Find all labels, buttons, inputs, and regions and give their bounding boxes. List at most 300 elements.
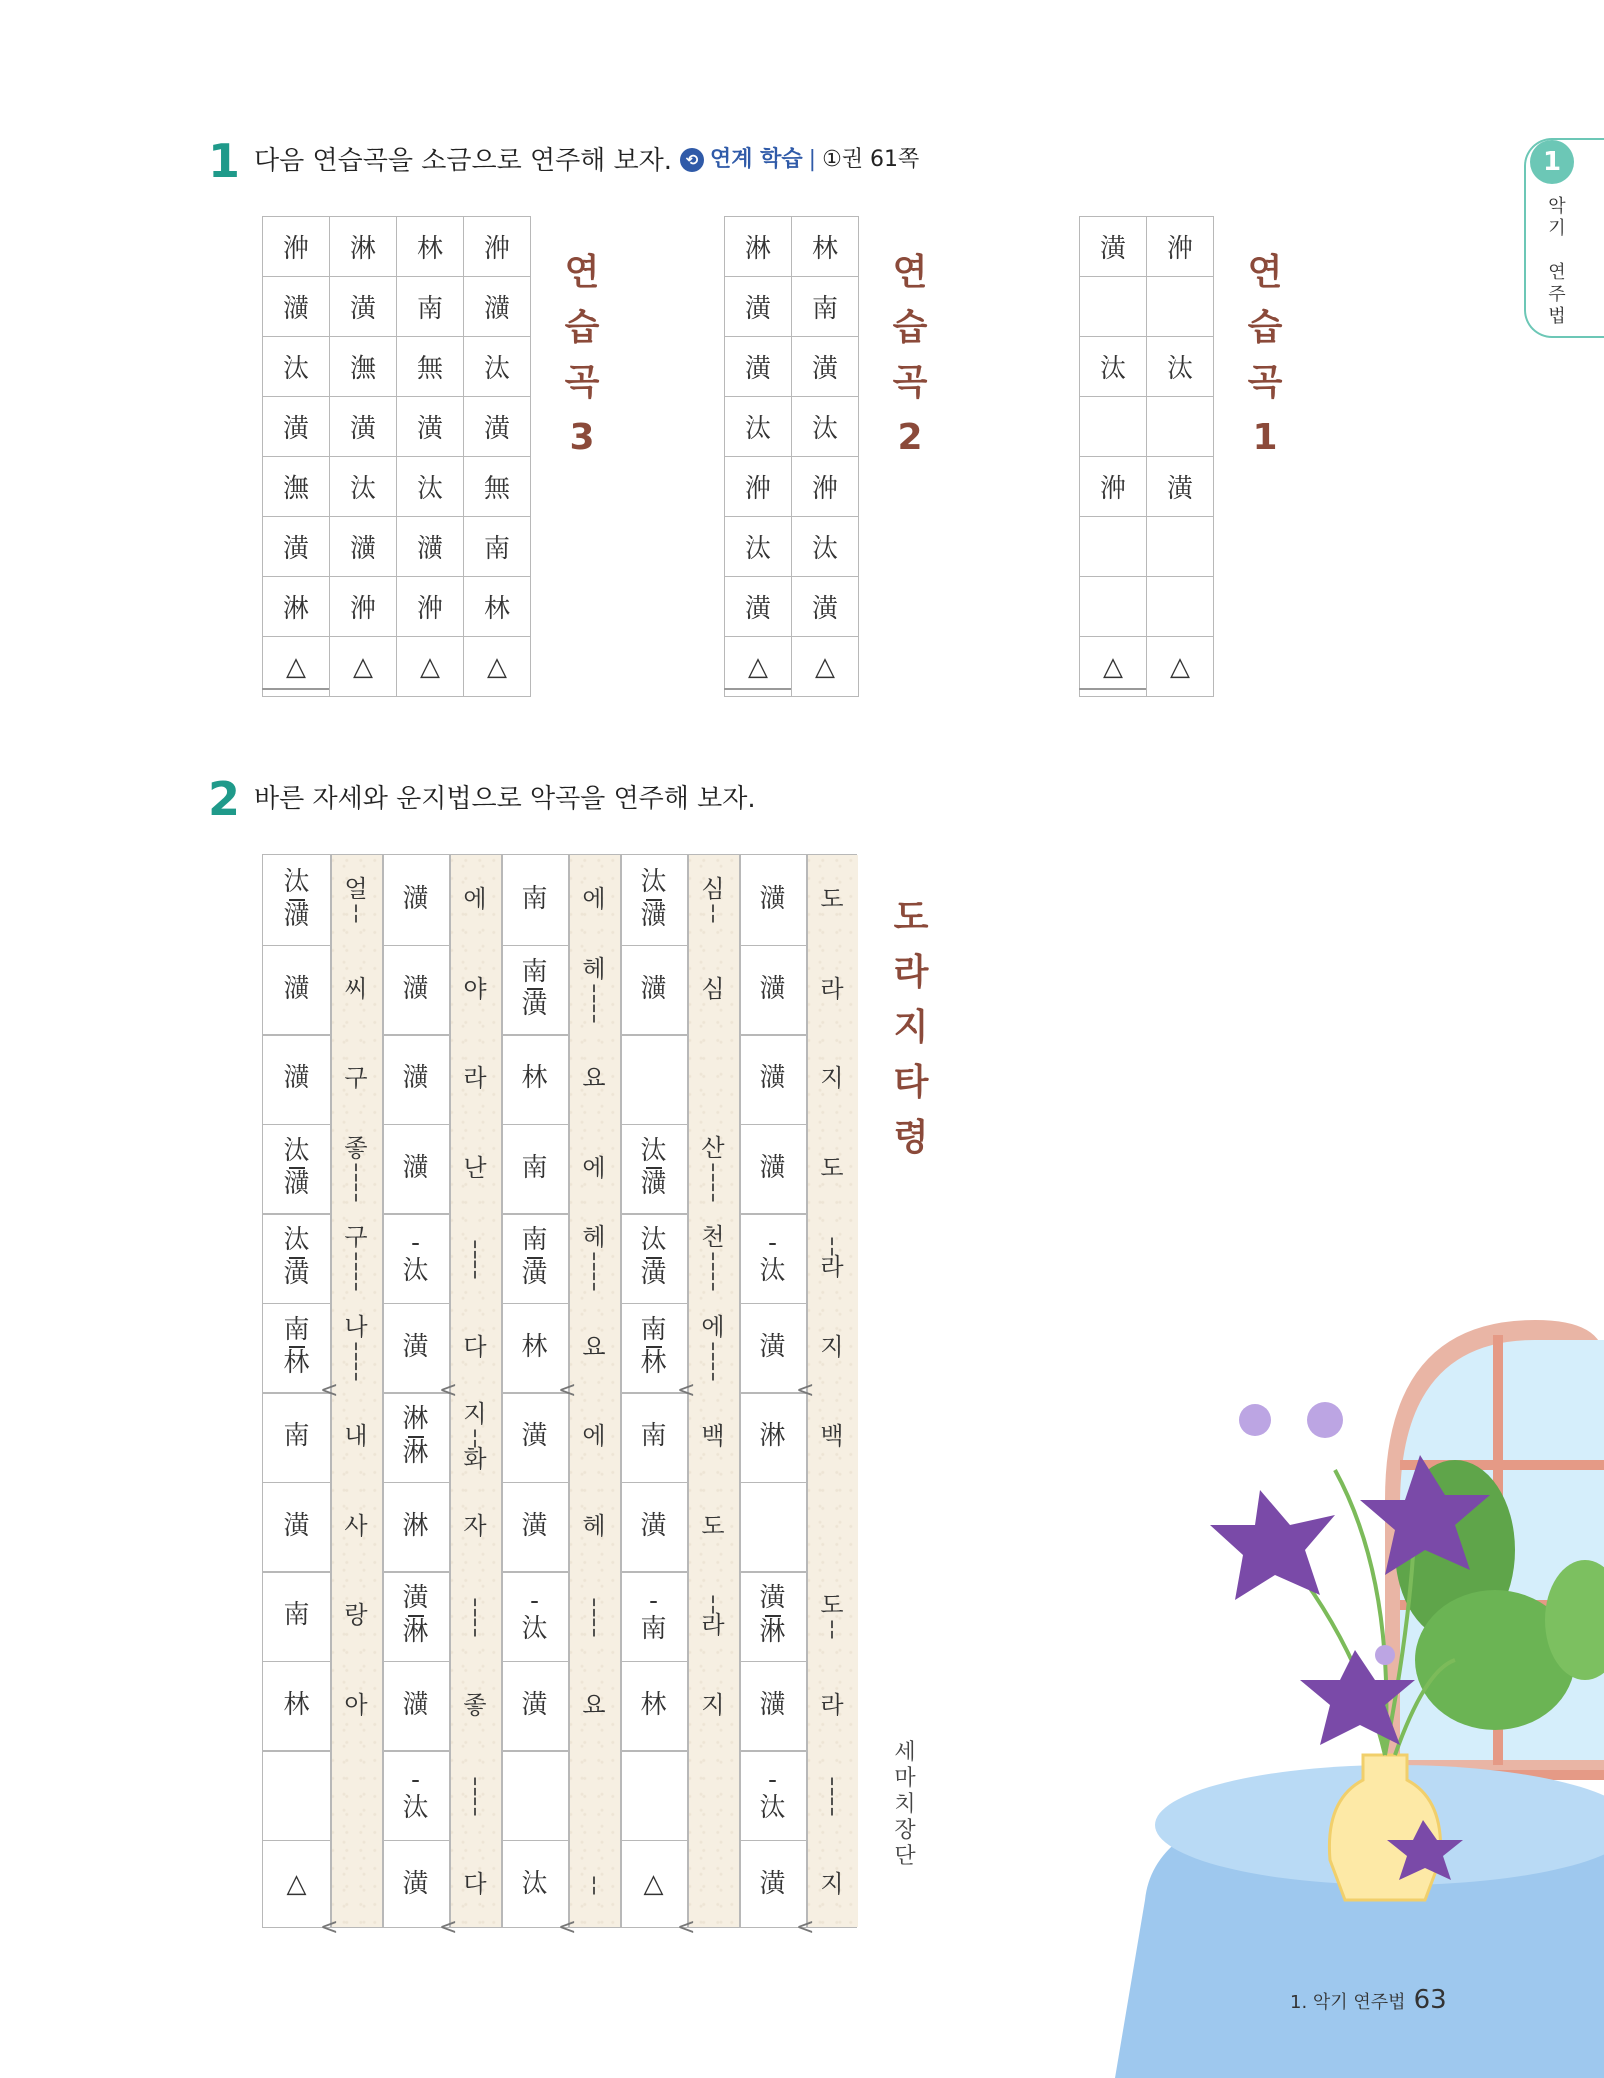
note-cell (263, 1034, 330, 1124)
note-cell (382, 1213, 449, 1303)
note-cell (501, 945, 568, 1035)
note-cell (501, 855, 568, 945)
lyric-cell (806, 855, 858, 945)
cell-glyph: 에 (701, 1312, 725, 1341)
lyric-cell (449, 1750, 501, 1840)
title-char: 령 (893, 1117, 929, 1158)
note-cell (739, 855, 806, 945)
cell-glyph: ¦ (709, 1591, 717, 1616)
row-line (620, 1661, 687, 1663)
end-line (1079, 688, 1146, 690)
row-line (739, 945, 806, 947)
lyric-cell (330, 1034, 382, 1124)
row-line (501, 945, 568, 947)
cell-glyph: 㶂 (402, 1689, 429, 1720)
title-char: 타 (893, 1062, 929, 1103)
cell-glyph: 백 (701, 1422, 725, 1451)
lyric-cell (568, 1482, 620, 1572)
lyric-cell (330, 1750, 382, 1840)
notation-cell: 無 (464, 457, 531, 517)
title-char: 도 (893, 897, 929, 938)
lyric-cell (806, 945, 858, 1035)
notation-cell: 南 (397, 277, 464, 337)
notation-cell: 南 (792, 277, 859, 337)
lyric-cell (687, 1124, 739, 1214)
exercise-table-3 (262, 216, 531, 697)
cell-glyph: - (411, 1228, 420, 1259)
note-cell (501, 1392, 568, 1482)
cell-glyph: ¦ (352, 900, 360, 925)
cell-glyph: 㶂 (759, 1689, 786, 1720)
cell-glyph: 潢 (402, 1868, 429, 1899)
row-line (620, 1571, 687, 1573)
cell-glyph: 潢 (521, 1510, 548, 1541)
notation-cell: 㳞 (1080, 457, 1147, 517)
note-cell (382, 1750, 449, 1840)
lyric-cell (330, 1213, 382, 1303)
notation-cell: 潢 (330, 277, 397, 337)
row-line (501, 1034, 568, 1036)
note-cell (263, 1750, 330, 1840)
row-line (739, 1124, 806, 1126)
flower-table-illustration (1115, 1300, 1604, 2078)
title-char: 연 (892, 252, 928, 293)
title-char: 습 (564, 307, 600, 348)
notation-cell: 汰 (1147, 337, 1214, 397)
note-cell (620, 1482, 687, 1572)
lyric-cell (568, 1661, 620, 1751)
note-cell (739, 1034, 806, 1124)
notation-cell: 㶂 (397, 517, 464, 577)
lyric-cell (687, 855, 739, 945)
title-char: 곡 (892, 362, 928, 403)
notation-cell: 㳞 (397, 577, 464, 637)
row-line (263, 1571, 330, 1573)
notation-cell (1080, 517, 1147, 577)
notation-cell: △ (397, 637, 464, 697)
row-line (263, 945, 330, 947)
cell-glyph: 南 (521, 956, 548, 987)
cell-glyph: △ (286, 1868, 307, 1899)
cell-glyph: 지 (463, 1399, 487, 1428)
cell-glyph: - (530, 1586, 539, 1617)
cell-glyph: 야 (463, 974, 487, 1003)
note-cell (501, 1661, 568, 1751)
cell-glyph: 㶂 (402, 1063, 429, 1094)
lyric-cell (330, 1661, 382, 1751)
row-line (739, 1571, 806, 1573)
cell-glyph: 지 (820, 1332, 844, 1361)
cell-glyph: 라 (820, 1690, 844, 1719)
cell-glyph: ¦ (828, 1792, 836, 1817)
link-separator: | (808, 147, 817, 172)
row-line (382, 1571, 449, 1573)
notation-cell: 潢 (725, 337, 792, 397)
row-line (263, 1303, 330, 1305)
row-line (382, 1840, 449, 1842)
cell-glyph: 潢 (402, 1331, 429, 1362)
link-icon: ⟲ (680, 148, 704, 172)
cell-glyph: 㶂 (759, 973, 786, 1004)
cell-glyph: ¦ (828, 1233, 836, 1258)
cell-glyph: - (768, 1228, 777, 1259)
cell-glyph: 난 (463, 1153, 487, 1182)
note-cell (739, 1482, 806, 1572)
note-cell (620, 1034, 687, 1124)
note-cell (501, 1213, 568, 1303)
lyric-cell (330, 945, 382, 1035)
breath-mark: < (439, 1915, 458, 1940)
cell-glyph: 㶂 (283, 900, 310, 931)
cell-glyph: 林 (640, 1348, 667, 1379)
row-line (382, 1124, 449, 1126)
page-footer (1290, 1985, 1447, 2015)
cell-glyph: 南 (640, 1314, 667, 1345)
note-cell (739, 1661, 806, 1751)
notation-cell: 㳞 (1147, 217, 1214, 277)
rhythm-char: 마 (894, 1766, 916, 1791)
breath-mark: < (796, 1915, 815, 1940)
row-line (263, 1661, 330, 1663)
cell-glyph: ¦ (709, 900, 717, 925)
row-line (620, 1034, 687, 1036)
cell-glyph: 사 (344, 1511, 368, 1540)
lyric-cell (330, 855, 382, 945)
cell-glyph: 㶂 (402, 1152, 429, 1183)
notation-cell: 潕 (263, 457, 330, 517)
notation-cell: △ (1147, 637, 1214, 697)
rhythm-pattern (890, 1740, 920, 1870)
cell-glyph: 지 (820, 1869, 844, 1898)
cell-glyph: 백 (820, 1422, 844, 1451)
lyric-cell (449, 1124, 501, 1214)
note-cell (382, 1392, 449, 1482)
lyric-cell (568, 945, 620, 1035)
notation-cell: 㳞 (263, 217, 330, 277)
lyric-cell (330, 1124, 382, 1214)
column-line (382, 855, 384, 1927)
lyric-cell (806, 1571, 858, 1661)
lyric-cell (687, 1213, 739, 1303)
breath-mark: < (558, 1378, 577, 1403)
cell-glyph: 얼 (344, 875, 368, 904)
cell-glyph: 아 (344, 1690, 368, 1719)
cell-glyph: ¦ (352, 1268, 360, 1293)
cell-glyph: 南 (283, 1421, 310, 1452)
cell-glyph: 㶂 (640, 900, 667, 931)
row-line (620, 1482, 687, 1484)
row-line (501, 1750, 568, 1752)
cell-glyph: 에 (582, 1153, 606, 1182)
row-line (620, 1213, 687, 1215)
exercise-table-1 (1079, 216, 1214, 697)
breath-mark: < (320, 1378, 339, 1403)
cell-glyph: 에 (463, 885, 487, 914)
notation-cell: 潢 (397, 397, 464, 457)
cell-glyph: ¦ (471, 1424, 479, 1449)
footer-chapter: 1. 악기 연주법 (1290, 1992, 1406, 2013)
note-cell (263, 945, 330, 1035)
title-char: 곡 (1247, 362, 1283, 403)
notation-cell: 㳞 (725, 457, 792, 517)
section2-number: 2 (208, 772, 241, 826)
cell-glyph: ¦ (709, 1248, 717, 1273)
cell-glyph: 潢 (283, 1258, 310, 1289)
lyric-cell (330, 1571, 382, 1661)
notation-cell: 潢 (263, 397, 330, 457)
title-char: 곡 (564, 362, 600, 403)
cell-glyph: 汰 (521, 1868, 548, 1899)
cell-glyph: 좋 (344, 1133, 368, 1162)
lyric-cell (449, 1213, 501, 1303)
cell-glyph: ¦ (590, 1593, 598, 1618)
notation-cell: 汰 (464, 337, 531, 397)
note-cell (263, 1213, 330, 1303)
title-char: 1 (1252, 417, 1278, 458)
row-line (382, 945, 449, 947)
note-cell (382, 1034, 449, 1124)
notation-cell: 汰 (1080, 337, 1147, 397)
note-cell (382, 1124, 449, 1214)
notation-cell (1147, 397, 1214, 457)
cell-glyph: ¦ (471, 1772, 479, 1797)
section1-number: 1 (208, 134, 241, 188)
column-line (620, 855, 622, 1927)
lyric-cell (806, 1124, 858, 1214)
notation-cell: 南 (464, 517, 531, 577)
cell-glyph: 淋 (402, 1510, 429, 1541)
cell-glyph: 지 (701, 1690, 725, 1719)
notation-cell: 汰 (725, 397, 792, 457)
row-line (382, 1034, 449, 1036)
notation-cell: 㶂 (464, 277, 531, 337)
notation-cell: 無 (397, 337, 464, 397)
cell-glyph: 라 (820, 974, 844, 1003)
row-line (382, 1750, 449, 1752)
cell-glyph: 도 (701, 1511, 725, 1540)
row-line (501, 1571, 568, 1573)
lyric-cell (449, 1482, 501, 1572)
lyric-cell (449, 1661, 501, 1751)
notation-cell: 汰 (725, 517, 792, 577)
cell-glyph: 㶂 (283, 973, 310, 1004)
notation-cell (1080, 397, 1147, 457)
row-line (620, 1750, 687, 1752)
cell-glyph: ¦ (709, 1357, 717, 1382)
cell-glyph: 林 (521, 1331, 548, 1362)
cell-glyph: 林 (640, 1689, 667, 1720)
cell-glyph: ¦ (590, 1248, 598, 1273)
cell-glyph: 좋 (463, 1690, 487, 1719)
link-label: 연계 학습 (710, 147, 803, 172)
cell-glyph: ¦ (709, 1268, 717, 1293)
cell-glyph: ¦ (828, 1772, 836, 1797)
note-cell (382, 1571, 449, 1661)
cell-glyph: 汰 (283, 1135, 310, 1166)
notation-cell: △ (464, 637, 531, 697)
cell-glyph: 汰 (640, 867, 667, 898)
cell-glyph: 潢 (521, 990, 548, 1021)
cell-glyph: 潢 (521, 1689, 548, 1720)
lyric-cell (687, 1661, 739, 1751)
title-char: 연 (1247, 252, 1283, 293)
title-char: 2 (897, 417, 923, 458)
cell-glyph: 도 (820, 1153, 844, 1182)
cell-glyph: 南 (283, 1600, 310, 1631)
lyric-cell (568, 1392, 620, 1482)
row-line (739, 1482, 806, 1484)
cell-glyph: ¦ (471, 1255, 479, 1280)
title-char: 라 (893, 952, 929, 993)
title-char: 습 (1247, 307, 1283, 348)
lyric-cell (449, 1034, 501, 1124)
note-cell (620, 855, 687, 945)
linked-study[interactable] (680, 148, 919, 172)
cell-glyph: 汰 (402, 1255, 429, 1286)
rhythm-char: 치 (894, 1792, 916, 1817)
cell-glyph: 潢 (640, 1258, 667, 1289)
row-line (739, 1303, 806, 1305)
notation-cell: △ (263, 637, 330, 697)
lyric-cell (806, 1034, 858, 1124)
exercise-table-2 (724, 216, 859, 697)
note-cell (501, 1571, 568, 1661)
row-line (501, 1303, 568, 1305)
row-line (382, 1661, 449, 1663)
note-cell (263, 1392, 330, 1482)
song-title (888, 890, 934, 1165)
rhythm-char: 장 (894, 1818, 916, 1843)
note-cell (739, 1571, 806, 1661)
lyric-cell (806, 1392, 858, 1482)
cell-glyph: 潢 (759, 1583, 786, 1614)
chapter-tab-label: 악 기 연 주 법 (1548, 196, 1566, 327)
cell-glyph: 南 (283, 1314, 310, 1345)
note-cell (263, 1571, 330, 1661)
cell-glyph: 㶂 (759, 1152, 786, 1183)
notation-cell: 潢 (792, 337, 859, 397)
lyric-cell (806, 1482, 858, 1572)
cell-glyph: ¦ (471, 1593, 479, 1618)
cell-glyph: 㶂 (759, 884, 786, 915)
notation-cell: 潢 (263, 517, 330, 577)
notation-cell: 潢 (1080, 217, 1147, 277)
row-line (263, 1034, 330, 1036)
breath-mark: < (558, 1915, 577, 1940)
exercise-title (562, 245, 602, 465)
lyric-cell (568, 1124, 620, 1214)
note-cell (620, 945, 687, 1035)
notation-cell: 潢 (1147, 457, 1214, 517)
cell-glyph: 潢 (402, 1583, 429, 1614)
notation-cell: 潢 (725, 577, 792, 637)
note-cell (620, 1124, 687, 1214)
title-char: 지 (893, 1007, 929, 1048)
cell-glyph: ¦ (352, 1248, 360, 1273)
cell-glyph: 산 (701, 1133, 725, 1162)
note-cell (501, 1034, 568, 1124)
notation-cell: 汰 (330, 457, 397, 517)
row-line (501, 1840, 568, 1842)
breath-mark: < (320, 1915, 339, 1940)
lyric-cell (687, 1034, 739, 1124)
row-line (620, 945, 687, 947)
note-cell (739, 945, 806, 1035)
cell-glyph: 林 (283, 1348, 310, 1379)
cell-glyph: ¦ (471, 1792, 479, 1817)
row-line (739, 1213, 806, 1215)
cell-glyph: 구 (344, 1223, 368, 1252)
cell-glyph: △ (643, 1868, 664, 1899)
notation-cell: 林 (397, 217, 464, 277)
cell-glyph: 도 (820, 1591, 844, 1620)
title-char: 3 (569, 417, 595, 458)
cell-glyph: 潢 (521, 1421, 548, 1452)
section1-instruction: 다음 연습곡을 소금으로 연주해 보자. (254, 146, 673, 176)
cell-glyph: 林 (521, 1063, 548, 1094)
cell-glyph: 㶂 (283, 1063, 310, 1094)
lyric-cell (687, 1392, 739, 1482)
notation-cell (1147, 277, 1214, 337)
cell-glyph: 랑 (344, 1601, 368, 1630)
chapter-tab-number: 1 (1530, 140, 1574, 184)
row-line (501, 1124, 568, 1126)
link-reference: ①권 61쪽 (822, 147, 920, 172)
row-line (382, 1303, 449, 1305)
notation-cell (1080, 277, 1147, 337)
notation-cell: 汰 (397, 457, 464, 517)
notation-cell: 汰 (792, 397, 859, 457)
cell-glyph: 지 (820, 1064, 844, 1093)
rhythm-char: 단 (894, 1844, 916, 1869)
cell-glyph: 나 (344, 1312, 368, 1341)
row-line (739, 1750, 806, 1752)
note-cell (620, 1213, 687, 1303)
cell-glyph: 라 (701, 1611, 725, 1640)
row-line (263, 1840, 330, 1842)
notation-cell: 㳞 (792, 457, 859, 517)
cell-glyph: 에 (582, 885, 606, 914)
note-cell (501, 1750, 568, 1840)
note-cell (739, 1750, 806, 1840)
row-line (382, 1482, 449, 1484)
section2-instruction: 바른 자세와 운지법으로 악곡을 연주해 보자. (254, 784, 756, 814)
note-cell (501, 1124, 568, 1214)
cell-glyph: 㶂 (640, 1169, 667, 1200)
cell-glyph: 南 (521, 1225, 548, 1256)
lyric-cell (568, 1571, 620, 1661)
cell-glyph: 汰 (759, 1255, 786, 1286)
note-cell (620, 1750, 687, 1840)
row-line (620, 1840, 687, 1842)
cell-glyph: 淋 (402, 1437, 429, 1468)
cell-glyph: 南 (640, 1613, 667, 1644)
notation-cell: 汰 (792, 517, 859, 577)
notation-cell: 汰 (263, 337, 330, 397)
cell-glyph: 다 (463, 1869, 487, 1898)
breath-mark: < (677, 1915, 696, 1940)
page-number: 63 (1413, 1985, 1447, 2015)
breath-mark: < (439, 1378, 458, 1403)
cell-glyph: ¦ (352, 1357, 360, 1382)
lyric-cell (806, 1661, 858, 1751)
cell-glyph: 화 (463, 1444, 487, 1473)
row-line (620, 1303, 687, 1305)
lyric-cell (568, 1750, 620, 1840)
notation-cell: 林 (792, 217, 859, 277)
row-line (501, 1661, 568, 1663)
note-cell (263, 1124, 330, 1214)
